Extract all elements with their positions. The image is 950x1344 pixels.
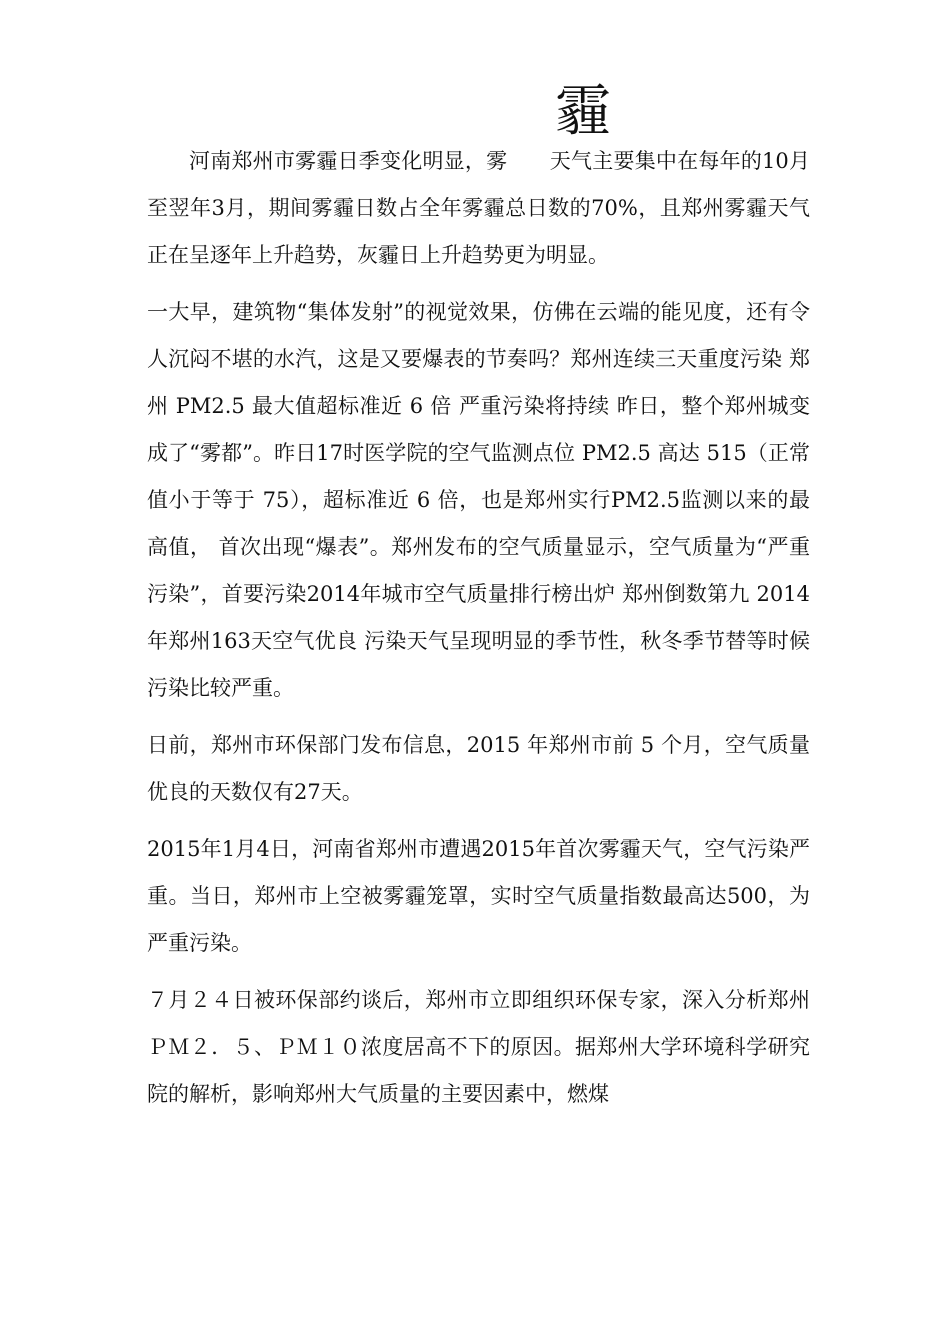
large-character: 霾 <box>555 79 611 144</box>
paragraph-good-air-days: 日前，郑州市环保部门发布信息，2015 年郑州市前 5 个月，空气质量优良的天数仅有27天。 <box>147 733 810 804</box>
paragraph-pollution-analysis: ７月２４日被环保部约谈后，郑州市立即组织环保专家，深入分析郑州ＰＭ２．５、ＰＭ１０浓度居高不下的原因。据郑州大学环境科学研究院的解析，影响郑州大气质量的主要因素中，燃煤 <box>147 988 810 1106</box>
paragraph-haze-seasonality: 河南郑州市雾霾日季变化明显，雾 天气主要集中在每年的10月至翌年3月，期间雾霾日数占全年雾霾总日数的70%，且郑州雾霾天气正在呈逐年上升趋势，灰霾日上升趋势更为明显。 <box>147 149 810 267</box>
document-body <box>147 138 810 1118</box>
paragraph-pm25-record: 一大早，建筑物“集体发射”的视觉效果，仿佛在云端的能见度，还有令人沉闷不堪的水汽，这是又要爆表的节奏吗？郑州连续三天重度污染 郑州 PM2.5 最大值超标准近 6 倍 严重污染将持续 昨日，整个郑州城变成了“雾都”。昨日17时医学院的空气监测点位 PM2.5 高达 515（正常值小于等于 75），超标准近 6 倍，也是郑州实行PM2.5监测以来的最高值， 首次出现“爆表”。郑州发布的空气质量显示，空气质量为“严重污染”，首要污染2014年城市空气质量排行榜出炉 郑州倒数第九 2014年郑州163天空气优良 污染天气呈现明显的季节性，秋冬季节替等时候污染比较严重。 <box>147 300 810 700</box>
paragraph-first-haze-2015: 2015年1月4日，河南省郑州市遭遇2015年首次雾霾天气，空气污染严重。当日，郑州市上空被雾霾笼罩，实时空气质量指数最高达500，为严重污染。 <box>147 837 810 955</box>
